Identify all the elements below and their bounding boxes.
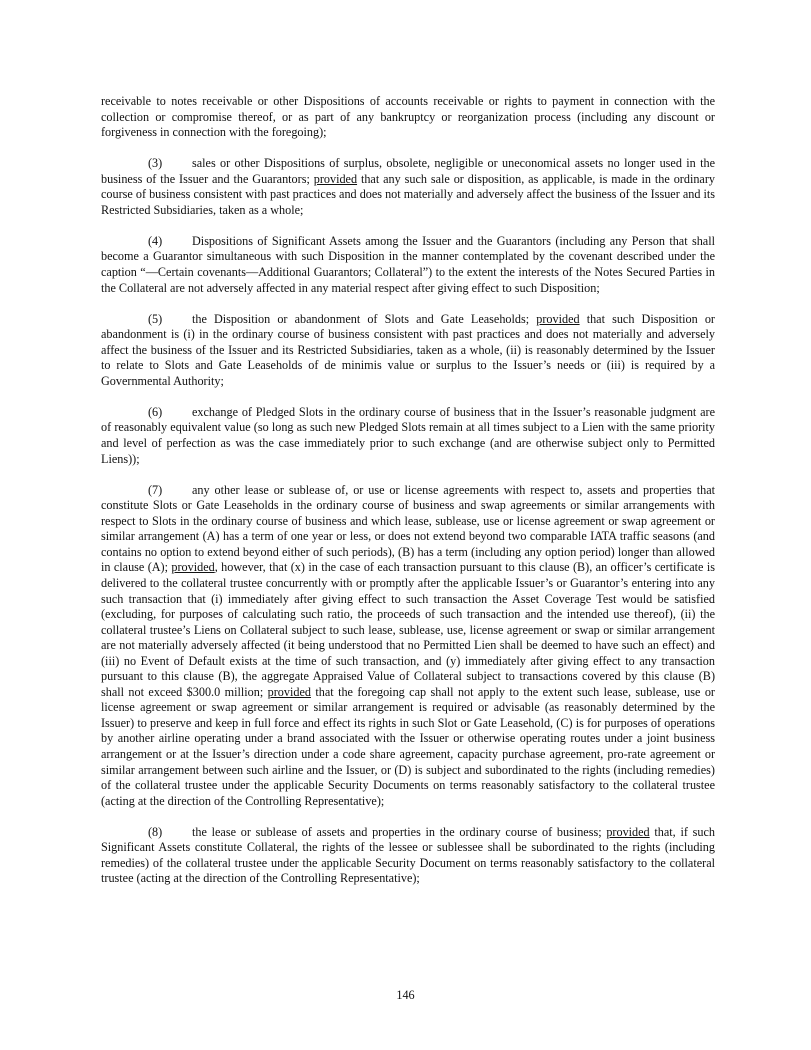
paragraph-text: sales or other Dispositions of surplus, obsolete, negligible or uneconomical assets no longer used in the business of the Issuer and the Guarantors;	[101, 156, 715, 186]
paragraph-text: that, if such Significant Assets constitute Collateral, the rights of the lessee or sublessee shall be subordinated to the rights (including remedies) of the collateral trustee under the applicable Security Document on terms reasonably satisfactory to the collateral trustee (acting at the direction of the Controlling Representative);	[101, 824, 715, 886]
clause-number: (6)	[148, 404, 163, 419]
underlined-term: provided	[606, 824, 650, 839]
paragraph-text: that such Disposition or abandonment is (i) in the ordinary course of business consistent with past practices and does not materially and adversely affect the business of the Issuer and its Restricted Subsidiaries, taken as a whole, (ii) is reasonably determined by the Issuer to relate to Slots and Gate Leaseholds of de minimis value or surplus to the Issuer’s needs or (iii) is required by a Governmental Authority;	[101, 311, 715, 388]
paragraph-clause-7	[101, 483, 715, 809]
page-number: 146	[396, 988, 415, 1002]
clause-number: (8)	[148, 824, 163, 839]
paragraph-clause-6	[101, 405, 715, 467]
paragraph-text: the lease or sublease of assets and properties in the ordinary course of business;	[192, 824, 607, 839]
clause-number: (4)	[148, 233, 163, 248]
paragraph-text: the Disposition or abandonment of Slots and Gate Leaseholds;	[192, 311, 537, 326]
paragraph-clause-5	[101, 312, 715, 390]
underlined-term: provided	[267, 684, 311, 699]
paragraph-text: , however, that (x) in the case of each transaction pursuant to this clause (B), an officer’s certificate is delivered to the collateral trustee concurrently with or promptly after the applicable Issuer’s or Guarantor’s entering into any such transaction that (i) immediately after giving effect to such transaction the Asset Coverage Test would be satisfied (excluding, for purposes of calculating such ratio, the proceeds of such transaction and the intended use thereof), (ii) the collateral trustee’s Liens on Collateral subject to such lease, sublease, use, license agreement or swap or similar arrangement are not materially adversely affected (it being understood that no Permitted Lien shall be deemed to have such an effect) and (iii) no Event of Default exists at the time of such transaction, and (y) immediately after giving effect to any transaction pursuant to this clause (B), the aggregate Appraised Value of Collateral subject to transactions covered by this clause (B) shall not exceed $300.0 million;	[101, 560, 715, 699]
paragraph-text: any other lease or sublease of, or use or license agreements with respect to, assets and properties that constitute Slots or Gate Leaseholds in the ordinary course of business and swap agreements or similar arrangements with respect to Slots in the ordinary course of business and which lease, sublease, use or license agreement or swap agreement or similar arrangement (A) has a term of one year or less, or does not extend beyond two comparable IATA traffic seasons (and contains no option to extend beyond either of such periods), (B) has a term (including any option period) longer than allowed in clause (A);	[101, 482, 715, 575]
clause-number: (3)	[148, 156, 163, 171]
document-page	[101, 94, 715, 902]
paragraph-text: exchange of Pledged Slots in the ordinary course of business that in the Issuer’s reasonable judgment are of reasonably equivalent value (so long as such new Pledged Slots remain at all times subject to a Lien with the same priority and level of perfection as was the case immediately prior to such exchange (and are otherwise subject only to Permitted Liens));	[101, 404, 715, 466]
paragraph-continuation	[101, 94, 715, 141]
paragraph-text: that the foregoing cap shall not apply to the extent such lease, sublease, use or license agreement or swap agreement or similar arrangement is required or advisable (as reasonably determined by the Issuer) to preserve and keep in full force and effect its rights in such Slot or Gate Leasehold, (C) is for purposes of operations by another airline operating under a brand associated with the Issuer or otherwise operating routes under a joint business arrangement or at the Issuer’s direction under a code share agreement, capacity purchase agreement, pro-rate agreement or similar arrangement between such airline and the Issuer, or (D) is subject and subordinated to the rights (including remedies) of the collateral trustee under the applicable Security Documents on terms reasonably satisfactory to the collateral trustee (acting at the direction of the Controlling Representative);	[101, 684, 715, 808]
underlined-term: provided	[536, 311, 580, 326]
clause-number: (5)	[148, 311, 163, 326]
paragraph-clause-3	[101, 156, 715, 218]
paragraph-text: receivable to notes receivable or other Dispositions of accounts receivable or rights to payment in connection with the collection or compromise thereof, or as part of any bankruptcy or reorganization process (including any discount or forgiveness in connection with the foregoing);	[101, 94, 715, 140]
underlined-term: provided	[171, 560, 215, 575]
underlined-term: provided	[313, 171, 358, 186]
clause-number: (7)	[148, 482, 163, 497]
paragraph-clause-8	[101, 825, 715, 887]
paragraph-clause-4	[101, 234, 715, 296]
paragraph-text: that any such sale or disposition, as applicable, is made in the ordinary course of business consistent with past practices and does not materially and adversely affect the business of the Issuer and its Restricted Subsidiaries, taken as a whole;	[101, 171, 715, 217]
paragraph-text: Dispositions of Significant Assets among the Issuer and the Guarantors (including any Person that shall become a Guarantor simultaneous with such Disposition in the manner contemplated by the covenant described under the caption “—Certain covenants—Additional Guarantors; Collateral”) to the extent the interests of the Notes Secured Parties in the Collateral are not adversely affected in any material respect after giving effect to such Disposition;	[101, 233, 715, 295]
